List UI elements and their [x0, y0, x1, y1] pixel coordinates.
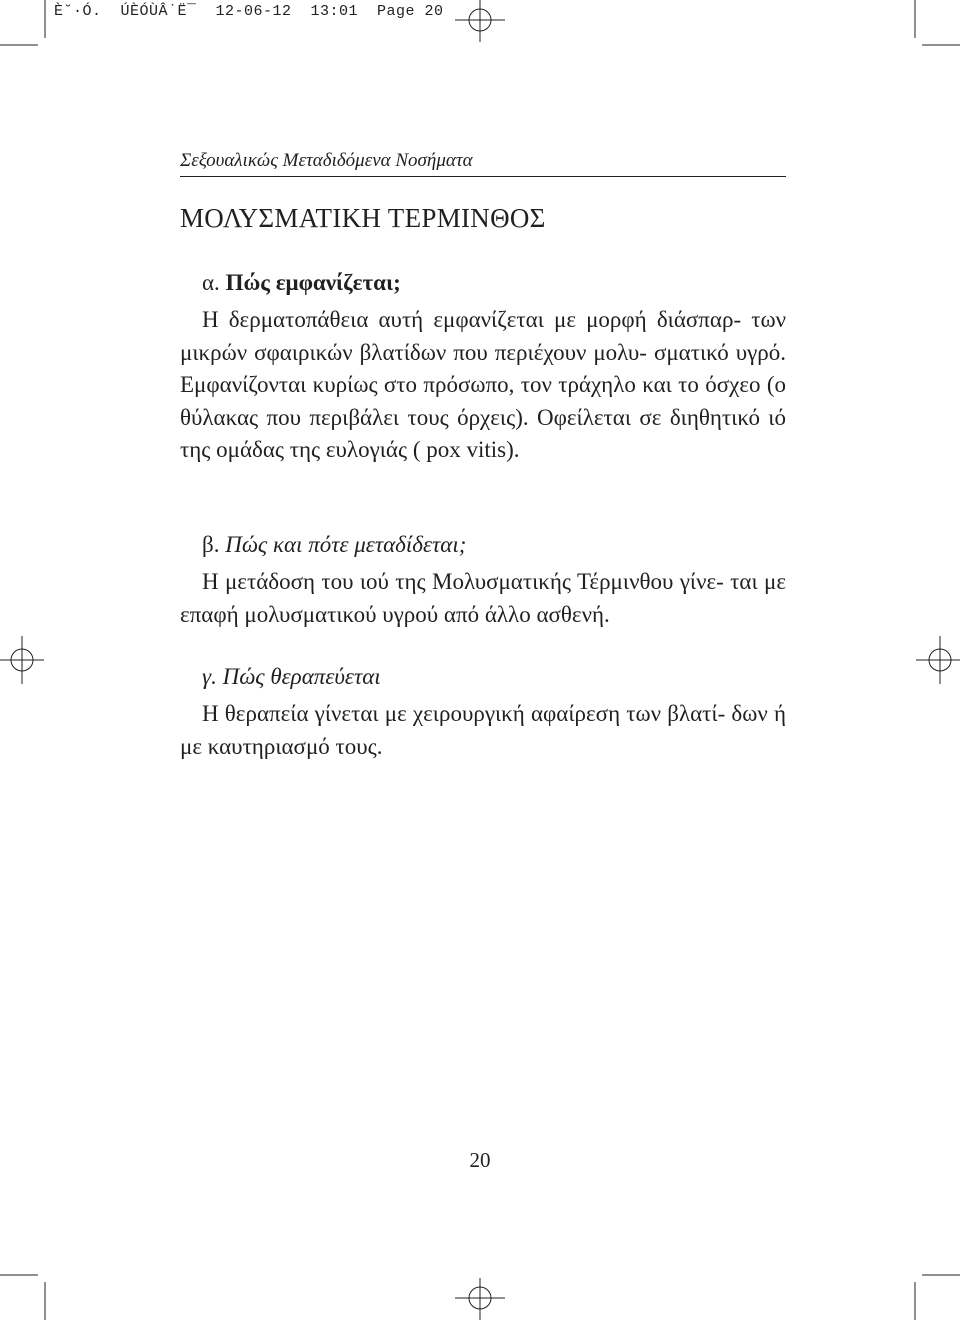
section-a-body	[180, 304, 786, 467]
section-b	[180, 530, 786, 631]
section-a-letter: α.	[202, 270, 220, 295]
section-c-heading	[202, 662, 786, 692]
section-c-body	[180, 698, 786, 763]
section-c-letter: γ.	[202, 664, 217, 689]
registration-target-top	[455, 0, 505, 42]
registration-target-left	[0, 636, 44, 684]
text-line: τράχηλο και το όσχεο (ο θύλακας που περιβάλει τους	[180, 372, 787, 430]
section-c-title: Πώς θεραπεύεται	[222, 664, 381, 689]
section-c	[180, 662, 786, 763]
print-slug-line: È˘·Ó. ÚÈÓÙÂ˙Ë¯ 12-06-12 13:01 Page 20	[54, 3, 444, 20]
text-line: ( pox vitis).	[412, 437, 520, 463]
text-line: Η θεραπεία γίνεται με χειρουργική αφαίρεση των βλατί-	[202, 701, 726, 726]
running-head: Σεξουαλικώς Μεταδιδόμενα Νοσήματα	[180, 150, 473, 171]
running-head-rule	[180, 176, 786, 177]
page-number: 20	[469, 1148, 491, 1172]
text-line: Η μετάδοση του ιού της Μολυσματικής Τέρμινθου γίνε-	[202, 569, 724, 594]
section-a	[180, 268, 786, 467]
section-a-heading	[202, 268, 786, 298]
registration-target-bottom	[455, 1278, 505, 1320]
section-b-body	[180, 566, 786, 631]
section-b-letter: β.	[202, 532, 220, 557]
text-line: σματικό υγρό. Εμφανίζονται κυρίως στο πρόσωπο, τον	[180, 339, 786, 398]
chapter-title: ΜΟΛΥΣΜΑΤΙΚΗ ΤΕΡΜΙΝΘΟΣ	[180, 203, 546, 233]
section-b-heading	[202, 530, 786, 560]
section-b-title: Πώς και πότε μεταδίδεται;	[225, 532, 467, 557]
registration-target-right	[916, 636, 960, 684]
text-line: δων ή με καυτηριασμό τους.	[180, 701, 787, 759]
text-line: όρχεις). Οφείλεται σε διηθητικό ιό της ομάδας της ευλογιάς	[180, 404, 786, 463]
section-a-title: Πώς εμφανίζεται;	[225, 270, 401, 295]
text-line: ται με επαφή μολυσματικού υγρού από άλλο ασθενή.	[180, 569, 786, 627]
text-line: Η δερματοπάθεια αυτή εμφανίζεται με μορφή διάσπαρ-	[202, 307, 742, 332]
text-line: των μικρών σφαιρικών βλατίδων που περιέχουν μολυ-	[180, 307, 787, 365]
